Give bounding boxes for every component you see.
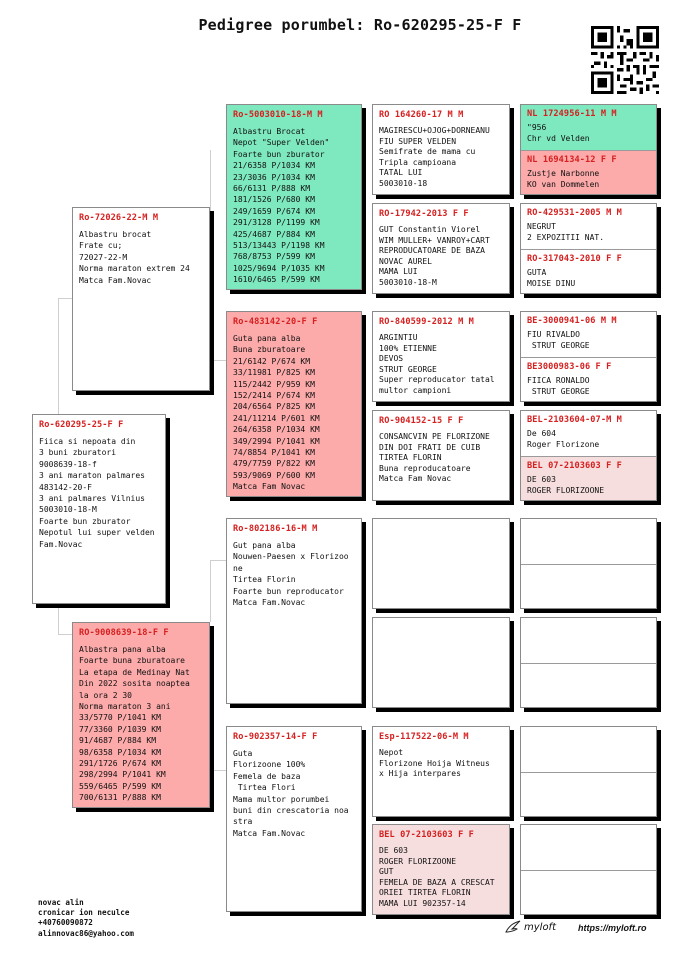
sire-id: Ro-72026-22-M M bbox=[79, 213, 159, 223]
connector-line bbox=[210, 360, 226, 361]
gen5-card[interactable] bbox=[520, 203, 657, 294]
grandparent-card[interactable] bbox=[226, 518, 362, 704]
pigeon-id: RO 164260-17 M M bbox=[379, 110, 464, 120]
pigeon-notes: DE 603 ROGER FLORIZOONE bbox=[527, 475, 605, 495]
connector-line bbox=[212, 770, 226, 771]
pigeon-id: BE-3000941-06 M M bbox=[527, 316, 617, 326]
pigeon-notes: Zustje Narbonne KO van Dommelen bbox=[527, 169, 600, 189]
pigeon-id: RO-17942-2013 F F bbox=[379, 209, 469, 219]
pigeon-notes: FIU RIVALDO STRUT GEORGE bbox=[527, 330, 590, 350]
divider bbox=[521, 663, 656, 664]
pigeon-id: BEL 07-2103603 F F bbox=[527, 461, 622, 471]
gen5-card[interactable] bbox=[520, 410, 657, 501]
dam-id: RO-9008639-18-F F bbox=[79, 628, 169, 638]
pigeon-id: BEL 07-2103603 F F bbox=[379, 830, 474, 840]
pigeon-id: NL 1724956-11 M M bbox=[527, 109, 617, 119]
great-grandparent-card[interactable] bbox=[372, 311, 510, 402]
great-grandparent-card[interactable] bbox=[372, 410, 510, 501]
pigeon-id: Ro-802186-16-M M bbox=[233, 524, 318, 534]
pigeon-notes: MAGIRESCU+OJOG+DORNEANU FIU SUPER VELDEN Semifrate de mama cu Tripla campioana TATAL LUI 5003010-18 bbox=[379, 126, 490, 188]
subject-id: Ro-620295-25-F F bbox=[39, 420, 124, 430]
pigeon-id: Ro-5003010-18-M M bbox=[233, 110, 323, 120]
gen5-top-half bbox=[521, 105, 656, 150]
page-title: Pedigree porumbel: Ro-620295-25-F F bbox=[198, 16, 522, 34]
pigeon-notes: Albastru Brocat Nepot "Super Velden" Foarte bun zburator 21/6358 P/1034 KM 23/3036 P/1034 KM 66/6131 P/888 KM 181/1526 P/680 KM 249/1659 P/674 KM 291/3128 P/1199 KM 425/4687 P/884 KM 513/13443 P/1198 KM 768/8753 P/599 KM 1025/9694 P/1035 KM 1610/6465 P/599 KM bbox=[233, 127, 330, 285]
divider bbox=[521, 564, 656, 565]
sire-card[interactable] bbox=[72, 207, 210, 391]
great-grandparent-card-empty[interactable] bbox=[372, 518, 510, 609]
pigeon-notes: De 604 Roger Florizone bbox=[527, 429, 600, 449]
pigeon-notes: DE 603 ROGER FLORIZOONE GUT FEMELA DE BAZA A CRESCAT ORIEI TIRTEA FLORIN MAMA LUI 902357-14 bbox=[379, 846, 495, 908]
pigeon-notes: CONSANCVIN PE FLORIZONE DIN DOI FRATI DE CUIB TIRTEA FLORIN Buna reproducatoare Matca Fam Novac bbox=[379, 432, 490, 484]
great-grandparent-card[interactable] bbox=[372, 726, 510, 817]
gen5-card[interactable] bbox=[520, 104, 657, 195]
connector-line bbox=[210, 560, 226, 561]
pigeon-id: Ro-483142-20-F F bbox=[233, 317, 318, 327]
pigeon-notes: Guta pana alba Buna zburatoare 21/6142 P/674 KM 33/11981 P/825 KM 115/2442 P/959 KM 152/2414 P/674 KM 204/6564 P/825 KM 241/11214 P/601 KM 264/6358 P/1034 KM 349/2994 P/1041 KM 74/8854 P/1041 KM 479/7759 P/822 KM 593/9069 P/600 KM Matca Fam Novac bbox=[233, 334, 320, 492]
gen5-card-empty[interactable] bbox=[520, 518, 657, 609]
great-grandparent-card-empty[interactable] bbox=[372, 617, 510, 708]
pigeon-notes: GUT Constantin Viorel WIM MULLER+ VANROY+CART REPRODUCATOARE DE BAZA NOVAC AUREL MAMA LUI 5003010-18-M bbox=[379, 225, 490, 287]
owner-info bbox=[38, 898, 134, 939]
connector-line bbox=[210, 150, 211, 306]
grandparent-card[interactable] bbox=[226, 104, 362, 290]
owner-email: alinnovac86@yahoo.com bbox=[38, 928, 135, 938]
logo-text: myloft bbox=[524, 922, 556, 933]
gen5-card-empty[interactable] bbox=[520, 617, 657, 708]
subject-card[interactable] bbox=[32, 414, 166, 604]
great-grandparent-card[interactable] bbox=[372, 203, 510, 294]
pigeon-notes: "956 Chr vd Velden bbox=[527, 123, 590, 143]
divider bbox=[521, 870, 656, 871]
pigeon-notes: GUTA MOISE DINU bbox=[527, 268, 576, 288]
gen5-card[interactable] bbox=[520, 311, 657, 402]
pigeon-notes: FIICA RONALDO STRUT GEORGE bbox=[527, 376, 590, 396]
qr-code-icon bbox=[591, 26, 659, 94]
sire-notes: Albastru brocat Frate cu; 72027-22-M Norma maraton extrem 24 Matca Fam.Novac bbox=[79, 230, 190, 285]
pigeon-id: RO-840599-2012 M M bbox=[379, 317, 474, 327]
subject-notes: Fiica si nepoata din 3 buni zburatori 9008639-18-f 3 ani maraton palmares 483142-20-F 3 ani palmares Vilnius 5003010-18-M Foarte bun zburator Nepotul lui super velden Fam.Novac bbox=[39, 437, 155, 549]
site-link[interactable]: https://myloft.ro bbox=[578, 923, 647, 933]
owner-name: novac alin bbox=[38, 898, 84, 907]
gen5-top-half bbox=[521, 312, 656, 357]
pigeon-id: RO-317043-2010 F F bbox=[527, 254, 622, 264]
pigeon-notes: Gut pana alba Nouwen-Paesen x Florizoo ne Tirtea Florin Foarte bun reproducator Matca Fam.Novac bbox=[233, 541, 349, 608]
pigeon-notes: ARGINTIU 100% ETIENNE DEVOS STRUT GEORGE Super reproducator tatal multor campioni bbox=[379, 333, 495, 395]
gen5-bottom-half bbox=[521, 250, 656, 294]
grandparent-card[interactable] bbox=[226, 726, 362, 912]
myloft-logo bbox=[505, 920, 556, 934]
pigeon-id: BE3000983-06 F F bbox=[527, 362, 612, 372]
owner-phone: +40760090872 bbox=[38, 918, 93, 928]
gen5-top-half bbox=[521, 411, 656, 456]
owner-address: cronicar ion neculce bbox=[38, 908, 130, 918]
gen5-top-half bbox=[521, 204, 656, 249]
connector-line bbox=[58, 298, 72, 299]
pigeon-notes: NEGRUT 2 EXPOZITII NAT. bbox=[527, 222, 605, 242]
pigeon-id: RO-904152-15 F F bbox=[379, 416, 464, 426]
gen5-bottom-half bbox=[521, 151, 656, 195]
dam-card[interactable] bbox=[72, 622, 210, 808]
great-grandparent-card[interactable] bbox=[372, 824, 510, 915]
pigeon-id: NL 1694134-12 F F bbox=[527, 155, 617, 165]
gen5-bottom-half bbox=[521, 457, 656, 501]
myloft-pigeon-icon bbox=[505, 920, 521, 934]
connector-line bbox=[210, 560, 211, 622]
great-grandparent-card[interactable] bbox=[372, 104, 510, 195]
connector-line bbox=[58, 604, 59, 634]
gen5-card-empty[interactable] bbox=[520, 726, 657, 817]
pigeon-id: Esp-117522-06-M M bbox=[379, 732, 469, 742]
grandparent-card[interactable] bbox=[226, 311, 362, 497]
gen5-card-empty[interactable] bbox=[520, 824, 657, 915]
pigeon-id: BEL-2103604-07-M M bbox=[527, 415, 622, 425]
connector-line bbox=[58, 634, 72, 635]
pigeon-id: RO-429531-2005 M M bbox=[527, 208, 622, 218]
pigeon-notes: Nepot Florizone Hoija Witneus x Hija interpares bbox=[379, 748, 490, 779]
pigeon-id: Ro-902357-14-F F bbox=[233, 732, 318, 742]
connector-line bbox=[58, 298, 59, 414]
divider bbox=[521, 772, 656, 773]
dam-notes: Albastra pana alba Foarte buna zburatoare La etapa de Medinay Nat Din 2022 sosita noaptea la ora 2 30 Norma maraton 3 ani 33/5770 P/1041 KM 77/3360 P/1039 KM 91/4687 P/884 KM 98/6358 P/1034 KM 291/1726 P/674 KM 298/2994 P/1041 KM 559/6465 P/599 KM 700/6131 P/888 KM bbox=[79, 645, 190, 803]
gen5-bottom-half bbox=[521, 358, 656, 402]
pigeon-notes: Guta Florizoone 100% Femela de baza Tirtea Flori Mama multor porumbei buni din crescatoria noa stra Matca Fam.Novac bbox=[233, 749, 349, 838]
